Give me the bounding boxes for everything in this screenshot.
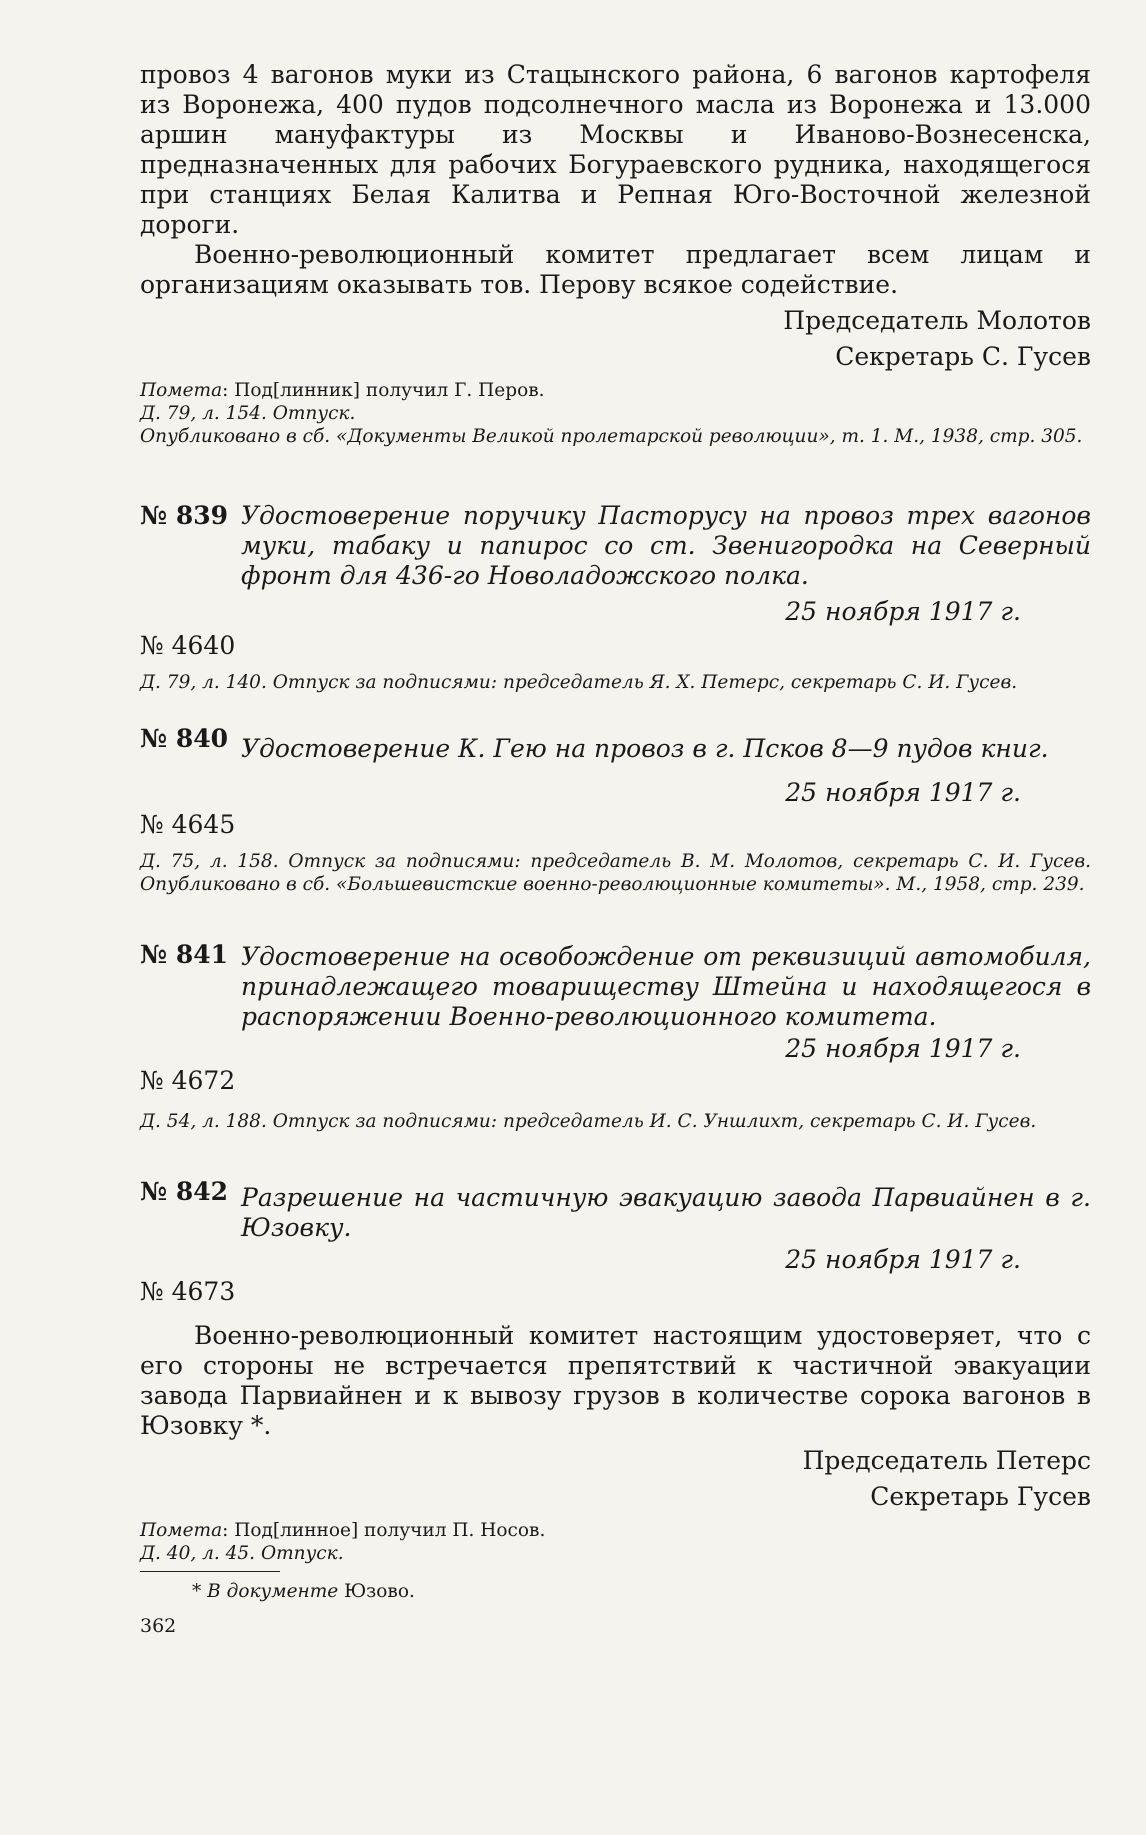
page-number: 362 [140,1615,177,1637]
doc-title: Удостоверение К. Гею на провоз в г. Псков 8—9 пудов книг. [241,734,1049,763]
document-841 [140,940,1091,1133]
doc-date: 25 ноября 1917 г. [785,597,1021,626]
doc-reg-number: № 4645 [140,810,236,839]
doc-signatures [140,1443,1091,1515]
doc-title: Удостоверение на освобождение от реквизиций автомобиля, принадлежащего товариществу Штейна и находящегося в распоряжении Военно-революционного комитета. [241,942,1091,1031]
document-839 [140,501,1091,694]
note-label: Помета [140,380,223,401]
signature-chairman: Председатель Молотов [783,306,1091,335]
doc-number: № 840 [140,724,229,753]
doc-archive: Д. 54, л. 188. Отпуск за подписями: председатель И. С. Уншлихт, секретарь С. И. Гусев. [140,1111,1037,1132]
doc-reg-number: № 4640 [140,631,236,660]
footnote-marker: * В документе [192,1581,339,1602]
doc-reg-number: № 4673 [140,1277,236,1306]
doc-number: № 841 [140,940,229,969]
note-text: : Под[линник] получил Г. Перов. [222,380,545,401]
text-column [140,60,1091,1637]
doc-archive: Д. 40, л. 45. Отпуск. [140,1543,344,1564]
note-label: Помета [140,1520,223,1541]
intro-published: Опубликовано в сб. «Документы Великой пролетарской революции», т. 1. М., 1938, стр. 305. [140,426,1083,447]
intro-note [140,379,1091,402]
doc-number: № 839 [140,501,229,530]
doc-date: 25 ноября 1917 г. [785,1034,1021,1063]
footnote [140,1580,1091,1603]
footnote-divider [140,1571,280,1572]
doc-title: Разрешение на частичную эвакуацию завода Парвиайнен в г. Юзовку. [241,1183,1091,1242]
document-840 [140,724,1091,896]
doc-number: № 842 [140,1177,229,1206]
footnote-text: Юзово. [338,1581,415,1602]
intro-archive: Д. 79, л. 154. Отпуск. [140,403,356,424]
intro-paragraph-1: провоз 4 вагонов муки из Стацынского района, 6 вагонов картофеля из Воронежа, 400 пудов подсолнечного масла из Воронежа и 13.000 аршин мануфактуры из Москвы и Иваново-Вознесенска, предназначенных для рабочих Богураевского рудника, находящегося при станциях Белая Калитва и Репная Юго-Восточной железной дороги. [140,60,1091,239]
signature-secretary: Секретарь С. Гусев [835,342,1091,371]
doc-header [140,1177,1091,1243]
doc-date: 25 ноября 1917 г. [785,778,1021,807]
signature-chairman: Председатель Петерс [802,1446,1091,1475]
doc-header [140,501,1091,591]
doc-archive: Д. 75, л. 158. Отпуск за подписями: председатель В. М. Молотов, секретарь С. И. Гусев. Опубликовано в сб. «Большевистские военно-революционные комитеты». М., 1958, стр. 239. [140,851,1091,895]
doc-title: Удостоверение поручику Пасторусу на провоз трех вагонов муки, табаку и папирос со ст. Звенигородка на Северный фронт для 436-го Новоладожского полка. [241,501,1091,590]
note-text: : Под[линное] получил П. Носов. [222,1520,546,1541]
doc-header [140,724,1091,764]
doc-body: Военно-революционный комитет настоящим удостоверяет, что с его стороны не встречается препятствий к частичной эвакуации завода Парвиайнен и к вывозу грузов в количестве сорока вагонов в Юзовку *. [140,1321,1091,1440]
doc-date: 25 ноября 1917 г. [785,1245,1021,1274]
doc-note [140,1519,1091,1542]
intro-paragraph-2: Военно-революционный комитет предлагает всем лицам и организациям оказывать тов. Перову всякое содействие. [140,240,1091,299]
doc-header [140,940,1091,1032]
signature-secretary: Секретарь Гусев [870,1482,1091,1511]
doc-reg-number: № 4672 [140,1066,236,1095]
intro-signatures [140,303,1091,375]
document-842 [140,1177,1091,1565]
doc-archive: Д. 79, л. 140. Отпуск за подписями: председатель Я. Х. Петерс, секретарь С. И. Гусев. [140,672,1018,693]
